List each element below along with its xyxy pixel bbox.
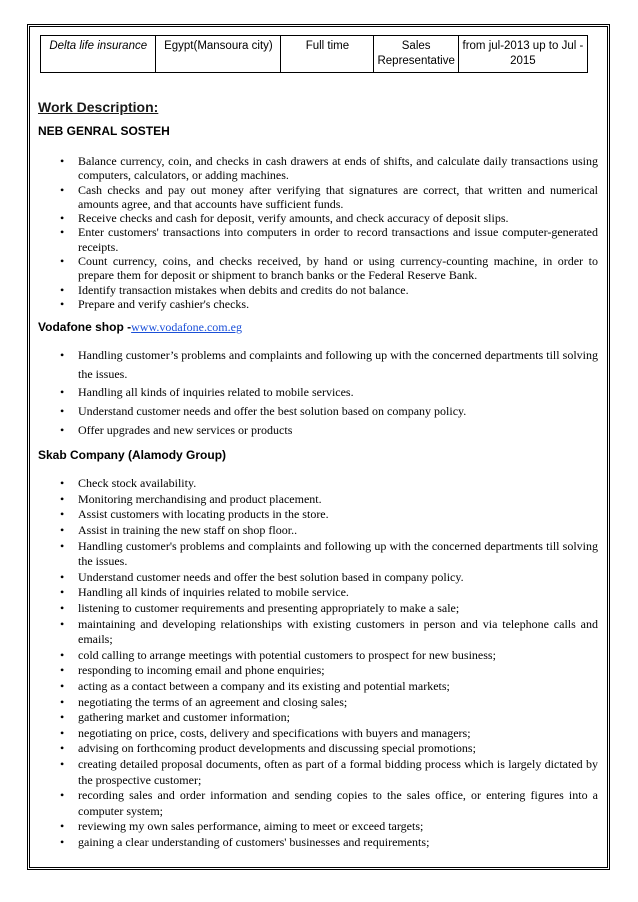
job-company-cell: Delta life insurance: [41, 36, 156, 73]
company-heading-3: Skab Company (Alamody Group): [38, 448, 227, 463]
duty-item: • Assist in training the new staff on shop floor..: [38, 523, 598, 539]
duty-list-1: [38, 154, 600, 311]
job-position-cell: Sales Representative: [374, 36, 458, 73]
duty-item: • Prepare and verify cashier's checks.: [38, 297, 598, 311]
duty-item: • maintaining and developing relationships with existing customers in person and via telephone calls and emails;: [38, 617, 598, 648]
duty-item: • negotiating the terms of an agreement and closing sales;: [38, 695, 598, 711]
duty-item: • Offer upgrades and new services or products: [38, 421, 598, 440]
job-summary-row: [41, 36, 588, 73]
duty-item: • Understand customer needs and offer the best solution based in company policy.: [38, 570, 598, 586]
company-heading-1: NEB GENRAL SOSTEH: [38, 124, 170, 138]
duty-item: • Identify transaction mistakes when debits and credits do not balance.: [38, 283, 598, 297]
duty-item: • Assist customers with locating products in the store.: [38, 507, 598, 523]
duty-item: • negotiating on price, costs, delivery and specifications with buyers and managers;: [38, 726, 598, 742]
duty-item: • Receive checks and cash for deposit, verify amounts, and check accuracy of deposit slips.: [38, 211, 598, 225]
duty-item: • reviewing my own sales performance, aiming to meet or exceed targets;: [38, 819, 598, 835]
duty-item: • Balance currency, coin, and checks in cash drawers at ends of shifts, and calculate daily transactions using computers, calculators, or adding machines.: [38, 154, 598, 183]
duty-item: • Count currency, coins, and checks received, by hand or using currency-counting machine, in order to prepare them for deposit or shipment to branch banks or the Federal Reserve Bank.: [38, 254, 598, 283]
company-heading-2: [38, 320, 600, 335]
duty-item: • advising on forthcoming product developments and discussing special promotions;: [38, 741, 598, 757]
duty-item: • recording sales and order information and sending copies to the sales office, or entering figures into a computer system;: [38, 788, 598, 819]
duty-list-3: [38, 476, 600, 850]
duty-item: • Enter customers' transactions into computers in order to record transactions and issue computer-generated receipts.: [38, 225, 598, 254]
job-type-cell: Full time: [281, 36, 374, 73]
duty-item: • Handling all kinds of inquiries related to mobile services.: [38, 383, 598, 402]
company-name-2: Vodafone shop -: [38, 320, 132, 335]
duty-item: • listening to customer requirements and presenting appropriately to make a sale;: [38, 601, 598, 617]
duty-item: • Monitoring merchandising and product placement.: [38, 492, 598, 508]
duty-item: • gaining a clear understanding of customers' businesses and requirements;: [38, 835, 598, 851]
duty-item: • cold calling to arrange meetings with potential customers to prospect for new business;: [38, 648, 598, 664]
duty-item: • Understand customer needs and offer the best solution based on company policy.: [38, 402, 598, 421]
duty-item: • gathering market and customer information;: [38, 710, 598, 726]
duty-item: • creating detailed proposal documents, often as part of a formal bidding process which is largely dictated by the prospective customer;: [38, 757, 598, 788]
duty-item: • Handling all kinds of inquiries related to mobile service.: [38, 585, 598, 601]
duty-list-2: [38, 346, 600, 439]
duty-item: • Check stock availability.: [38, 476, 598, 492]
duty-item: • Cash checks and pay out money after verifying that signatures are correct, that written and numerical amounts agree, and that accounts have sufficient funds.: [38, 183, 598, 212]
duty-item: • Handling customer's problems and complaints and following up with the concerned departments till solving the issues.: [38, 539, 598, 570]
duty-item: • responding to incoming email and phone enquiries;: [38, 663, 598, 679]
job-period-cell: from jul-2013 up to Jul - 2015: [458, 36, 587, 73]
vodafone-link[interactable]: www.vodafone.com.eg: [131, 320, 242, 335]
job-summary-table: [40, 35, 588, 73]
duty-item: • Handling customer’s problems and complaints and following up with the concerned departments till solving the issues.: [38, 346, 598, 383]
duty-item: • acting as a contact between a company and its existing and potential markets;: [38, 679, 598, 695]
job-location-cell: Egypt(Mansoura city): [156, 36, 281, 73]
document-content: [38, 35, 600, 850]
section-title: Work Description:: [38, 99, 159, 115]
